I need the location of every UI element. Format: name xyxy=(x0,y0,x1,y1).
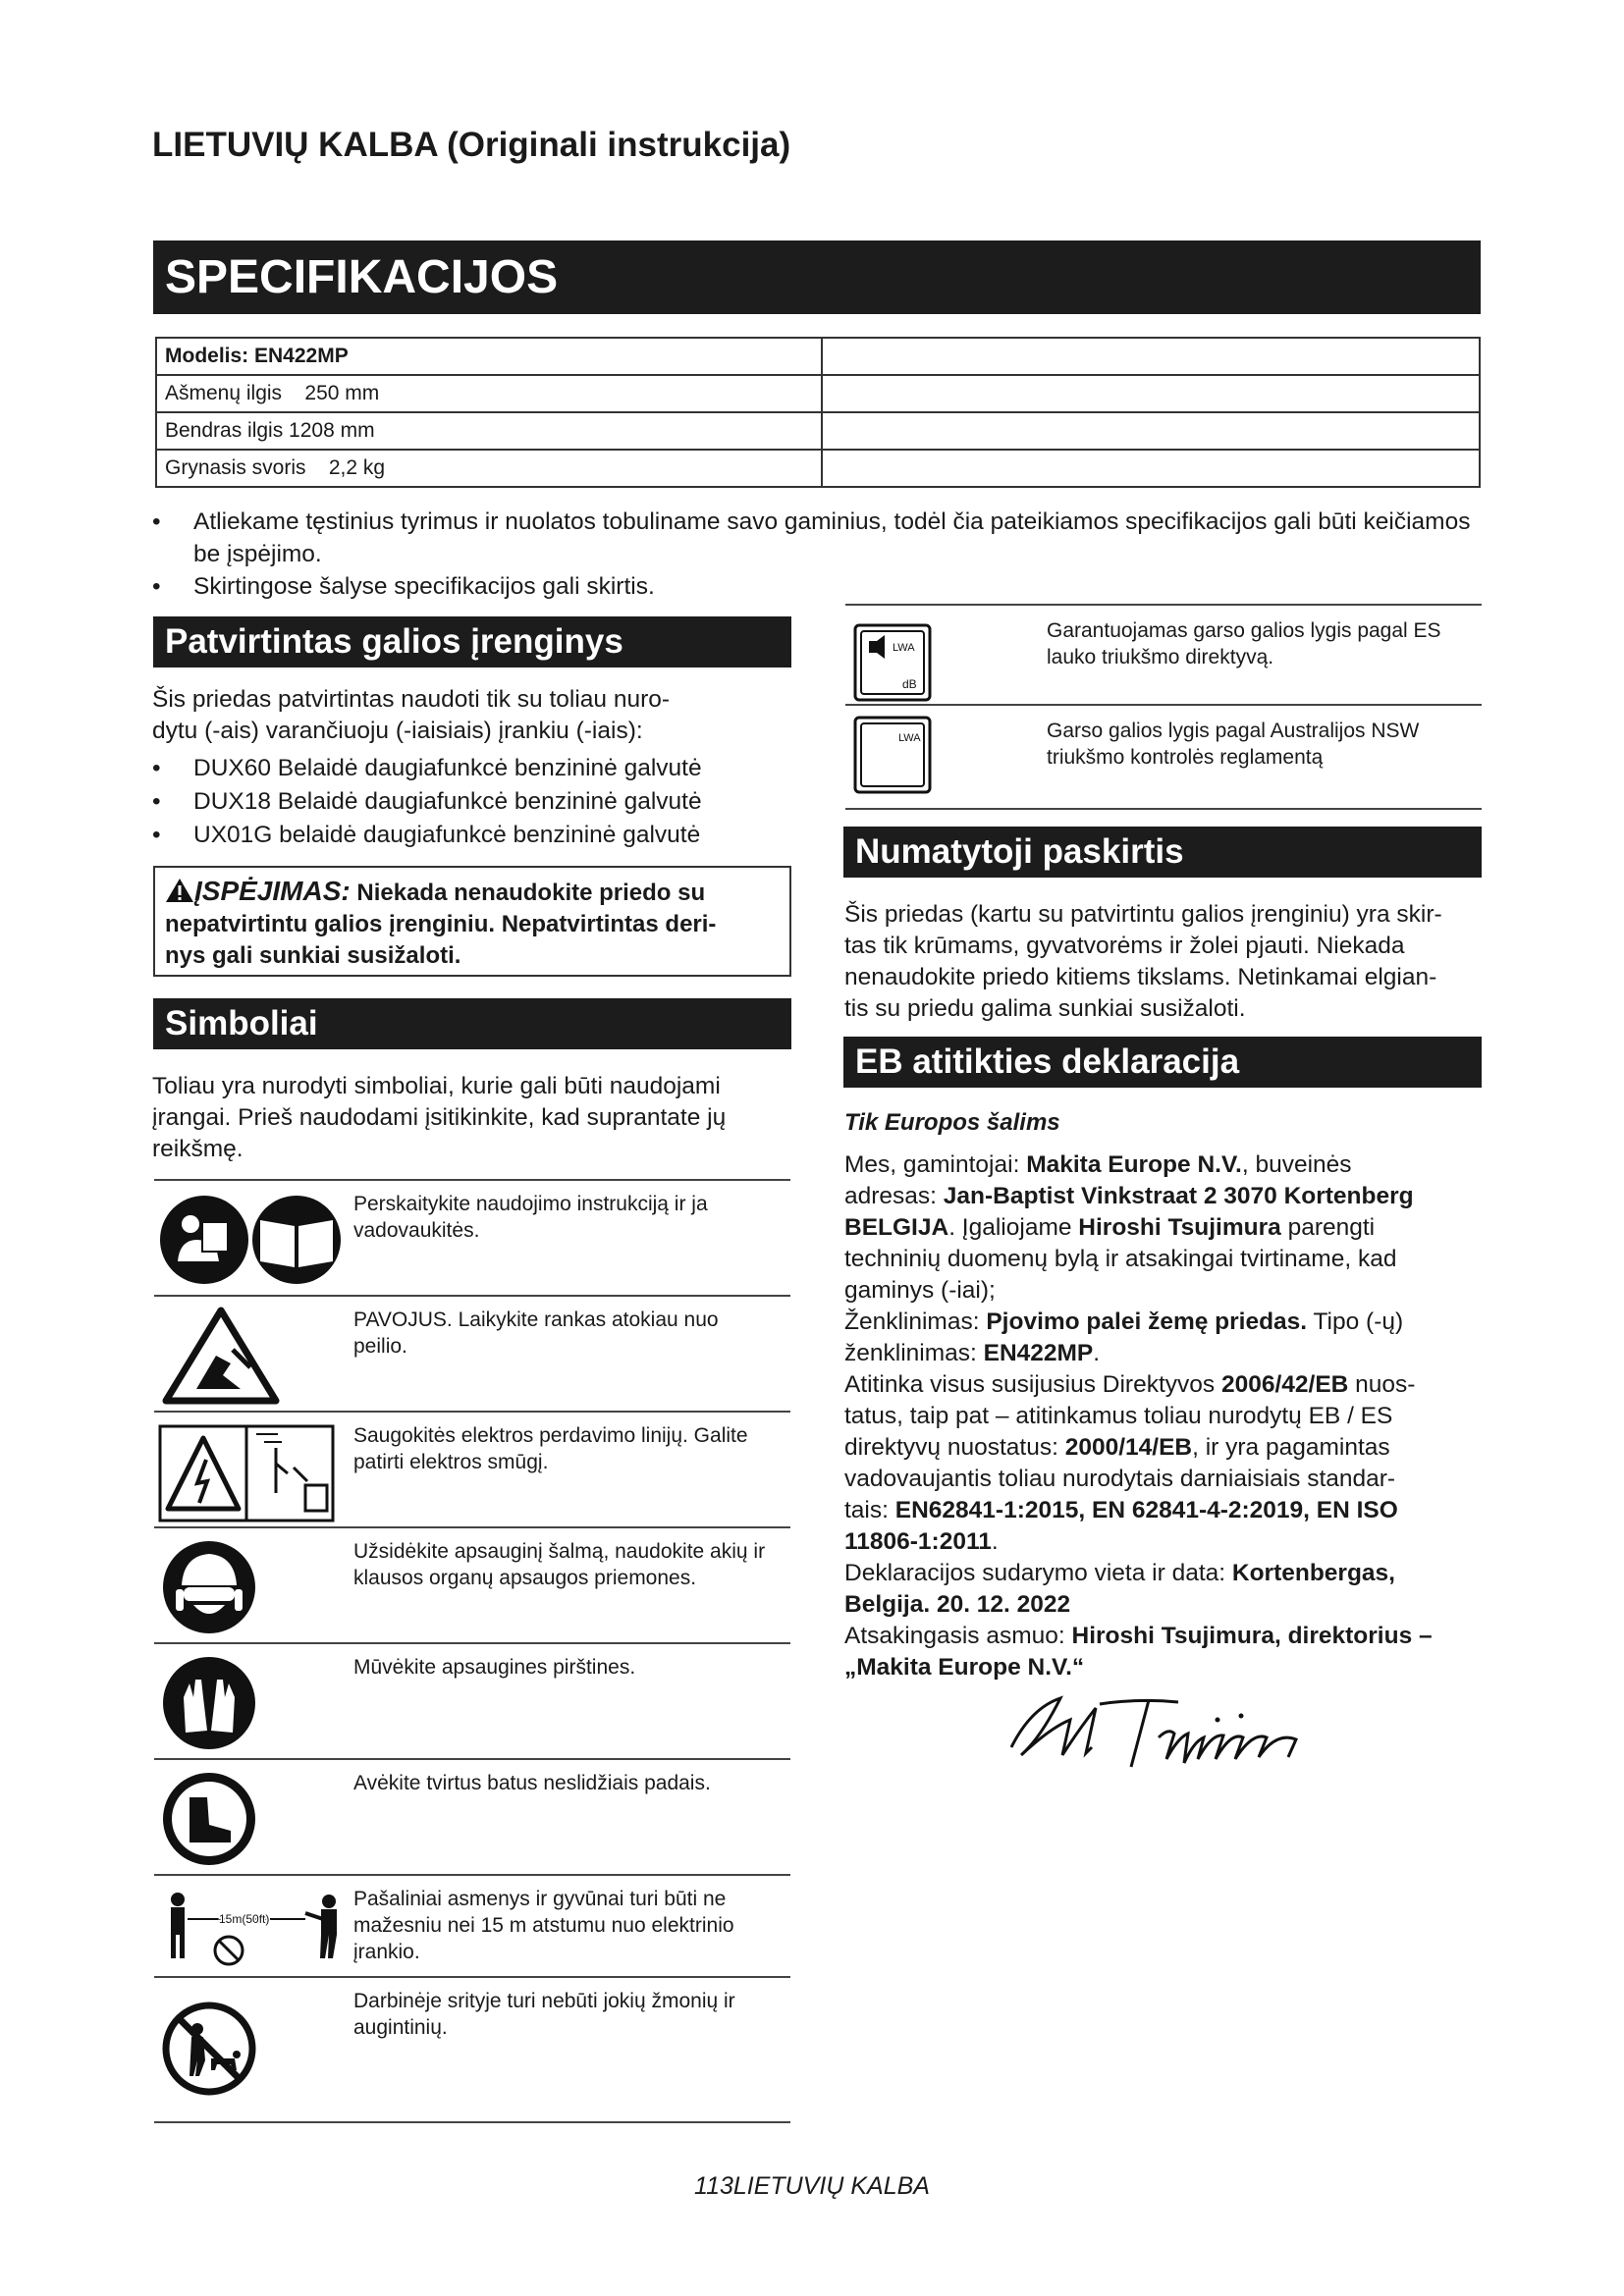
signature-image xyxy=(1001,1669,1326,1777)
sound-level-label: LWA xyxy=(893,642,915,654)
intro-line: įrangai. Prieš naudodami įsitikinkite, kad suprantate jų xyxy=(152,1104,727,1131)
symbol-text: Darbinėje srityje turi nebūti jokių žmonių ir augintinių. xyxy=(353,1990,735,2039)
declaration-subtitle: Tik Europos šalims xyxy=(844,1109,1060,1136)
text-span: , buveinės xyxy=(1241,1151,1352,1178)
noise-row xyxy=(845,704,1482,810)
text-line: vadovaujantis toliau nurodytais darniaisiais standar- xyxy=(844,1466,1396,1492)
authorized-person: Hiroshi Tsujimura xyxy=(1078,1214,1281,1241)
text-span: , ir yra pagamintas xyxy=(1192,1434,1390,1461)
page-footer: 113LIETUVIŲ KALBA xyxy=(694,2172,930,2200)
text-span: . xyxy=(1093,1340,1101,1366)
place-value: Belgija. 20. 12. 2022 xyxy=(844,1591,1071,1618)
intro-line: Šis priedas patvirtintas naudoti tik su toliau nuro- xyxy=(152,686,671,713)
address-line: BELGIJA xyxy=(844,1214,949,1241)
no-people-animals-icon xyxy=(160,2000,258,2098)
text-span: direktyvų nuostatus: xyxy=(844,1434,1065,1461)
symbol-row xyxy=(154,1411,790,1528)
hand-danger-icon xyxy=(162,1307,280,1405)
noise-text: Garantuojamas garso galios lygis pagal ES lauko triukšmo direktyvą. xyxy=(1047,619,1441,668)
text-line: tis su priedu galima sunkiai susižaloti. xyxy=(844,995,1246,1022)
warning-label: ĮSPĖJIMAS: xyxy=(194,876,351,906)
text-span: tais: xyxy=(844,1497,895,1523)
intended-use-text xyxy=(844,899,1492,1025)
symbol-text: Užsidėkite apsauginį šalmą, naudokite akių ir klausos organų apsaugos priemones. xyxy=(353,1540,766,1589)
list-item: • DUX18 Belaidė daugiafunkcė benzininė galvutė xyxy=(152,785,800,819)
spec-label: Grynasis svoris 2,2 kg xyxy=(156,450,822,487)
noise-row xyxy=(845,604,1482,706)
address-line: Jan-Baptist Vinkstraat 2 3070 Kortenberg xyxy=(943,1183,1414,1209)
table-row xyxy=(156,375,1480,412)
directive: 2006/42/EB xyxy=(1220,1371,1349,1398)
table-row xyxy=(156,412,1480,450)
list-item xyxy=(152,506,1488,570)
text-span: Deklaracijos sudarymo vieta ir data: xyxy=(844,1560,1232,1586)
symbol-row xyxy=(154,1179,790,1297)
text-line: tatus, taip pat – atitinkamus toliau nurodytų EB / ES xyxy=(844,1403,1393,1429)
text-span: parengti xyxy=(1280,1214,1376,1241)
place-value: Kortenbergas, xyxy=(1231,1560,1395,1586)
list-item: • UX01G belaidė daugiafunkcė benzininė galvutė xyxy=(152,819,800,852)
intended-use-title: Numatytoji paskirtis xyxy=(843,827,1482,878)
sound-level-label: LWA xyxy=(898,732,921,744)
spec-label: Ašmenų ilgis 250 mm xyxy=(156,375,822,412)
text-span: Atitinka visus susijusius Direktyvos xyxy=(844,1371,1221,1398)
distance-label: 15m(50ft) xyxy=(219,1912,270,1926)
spec-label: Modelis: EN422MP xyxy=(156,338,822,375)
approved-unit-intro xyxy=(152,684,800,747)
directive: 2000/14/EB xyxy=(1064,1434,1193,1461)
table-row xyxy=(156,450,1480,487)
text-line: gaminys (-iai); xyxy=(844,1277,996,1304)
text-span: ženklinimas: xyxy=(844,1340,984,1366)
symbols-title: Simboliai xyxy=(153,998,791,1049)
manual-icon xyxy=(158,1193,345,1287)
standards: 11806-1:2011 xyxy=(844,1528,992,1555)
manufacturer-name: Makita Europe N.V. xyxy=(1026,1151,1242,1178)
intro-line: dytu (-ais) varančiuoju (-iaisiais) įrankiu (-iais): xyxy=(152,718,643,744)
text-span: Atsakingasis asmuo: xyxy=(844,1623,1072,1649)
text-line: techninių duomenų bylą ir atsakingai tvirtiname, kad xyxy=(844,1246,1397,1272)
sound-level-nsw-icon xyxy=(853,716,932,794)
symbol-text: PAVOJUS. Laikykite rankas atokiau nuo peilio. xyxy=(353,1308,719,1358)
specs-table xyxy=(155,337,1481,488)
spec-value xyxy=(822,450,1480,487)
power-line-icon xyxy=(158,1424,335,1522)
distance-icon xyxy=(158,1890,345,1968)
approved-models-list xyxy=(152,752,800,852)
warning-box xyxy=(153,866,791,977)
text-span: adresas: xyxy=(844,1183,944,1209)
table-row xyxy=(156,338,1480,375)
symbol-row xyxy=(154,1295,790,1413)
standards: EN62841-1:2015, EN 62841-4-2:2019, EN ISO xyxy=(894,1497,1398,1523)
language-title: LIETUVIŲ KALBA (Originali instrukcija) xyxy=(152,126,791,164)
symbol-row xyxy=(154,1526,790,1644)
text-line: nenaudokite priedo kitiems tikslams. Netinkamai elgian- xyxy=(844,964,1437,990)
note-text: Atliekame tęstinius tyrimus ir nuolatos tobuliname savo gaminius, todėl čia pateikiamos specifikacijos gali būti keičiamos be įspėjimo. xyxy=(193,508,1471,567)
declaration-title: EB atitikties deklaracija xyxy=(843,1037,1482,1088)
specs-title: SPECIFIKACIJOS xyxy=(153,240,1481,314)
approved-unit-title: Patvirtintas galios įrenginys xyxy=(153,616,791,667)
text-span: . xyxy=(991,1528,999,1555)
spec-value xyxy=(822,412,1480,450)
warning-triangle-icon xyxy=(165,878,194,903)
intro-line: Toliau yra nurodyti simboliai, kurie gali būti naudojami xyxy=(152,1073,721,1099)
list-item xyxy=(152,570,1488,603)
symbols-intro xyxy=(152,1071,800,1165)
symbol-text: Avėkite tvirtus batus neslidžiais padais. xyxy=(353,1772,711,1794)
warning-text: nepatvirtintu galios įrenginiu. Nepatvirtintas deri- xyxy=(165,911,717,937)
symbol-row xyxy=(154,1976,790,2123)
warning-text: nys gali sunkiai susižaloti. xyxy=(165,942,461,969)
helmet-icon xyxy=(160,1538,258,1636)
symbol-row xyxy=(154,1874,790,1978)
type-value: EN422MP xyxy=(983,1340,1094,1366)
text-span: Mes, gamintojai: xyxy=(844,1151,1027,1178)
guaranteed-sound-level-icon xyxy=(853,623,932,702)
symbol-text: Saugokitės elektros perdavimo linijų. Galite patirti elektros smūgį. xyxy=(353,1424,748,1473)
boots-icon xyxy=(160,1770,258,1868)
spec-notes xyxy=(152,506,1488,603)
marking-value: Pjovimo palei žemę priedas. xyxy=(986,1308,1308,1335)
declaration-body xyxy=(844,1149,1492,1683)
text-span: Tipo (-ų) xyxy=(1307,1308,1404,1335)
noise-text: Garso galios lygis pagal Australijos NSW triukšmo kontrolės reglamentą xyxy=(1047,720,1420,769)
note-text: Skirtingose šalyse specifikacijos gali skirtis. xyxy=(193,573,655,600)
gloves-icon xyxy=(160,1654,258,1752)
person-value: „Makita Europe N.V.“ xyxy=(844,1654,1085,1681)
intro-line: reikšmę. xyxy=(152,1136,244,1162)
spec-value xyxy=(822,338,1480,375)
text-line: Šis priedas (kartu su patvirtintu galios įrenginiu) yra skir- xyxy=(844,901,1442,928)
text-span: nuos- xyxy=(1348,1371,1416,1398)
symbol-row xyxy=(154,1642,790,1760)
text-span: . Įgaliojame xyxy=(948,1214,1079,1241)
text-line: tas tik krūmams, gyvatvorėms ir žolei pjauti. Niekada xyxy=(844,933,1405,959)
symbol-text: Pašaliniai asmenys ir gyvūnai turi būti ne mažesniu nei 15 m atstumu nuo elektrinio įrankio. xyxy=(353,1888,734,1963)
person-value: Hiroshi Tsujimura, direktorius – xyxy=(1071,1623,1433,1649)
warning-text: Niekada nenaudokite priedo su xyxy=(356,880,706,906)
text-span: Ženklinimas: xyxy=(844,1308,987,1335)
symbol-row xyxy=(154,1758,790,1876)
list-item: • DUX60 Belaidė daugiafunkcė benzininė galvutė xyxy=(152,752,800,785)
symbol-text: Mūvėkite apsaugines pirštines. xyxy=(353,1656,636,1679)
spec-label: Bendras ilgis 1208 mm xyxy=(156,412,822,450)
symbol-text: Perskaitykite naudojimo instrukciją ir ja vadovaukitės. xyxy=(353,1193,708,1242)
spec-value xyxy=(822,375,1480,412)
sound-level-unit: dB xyxy=(902,677,917,691)
